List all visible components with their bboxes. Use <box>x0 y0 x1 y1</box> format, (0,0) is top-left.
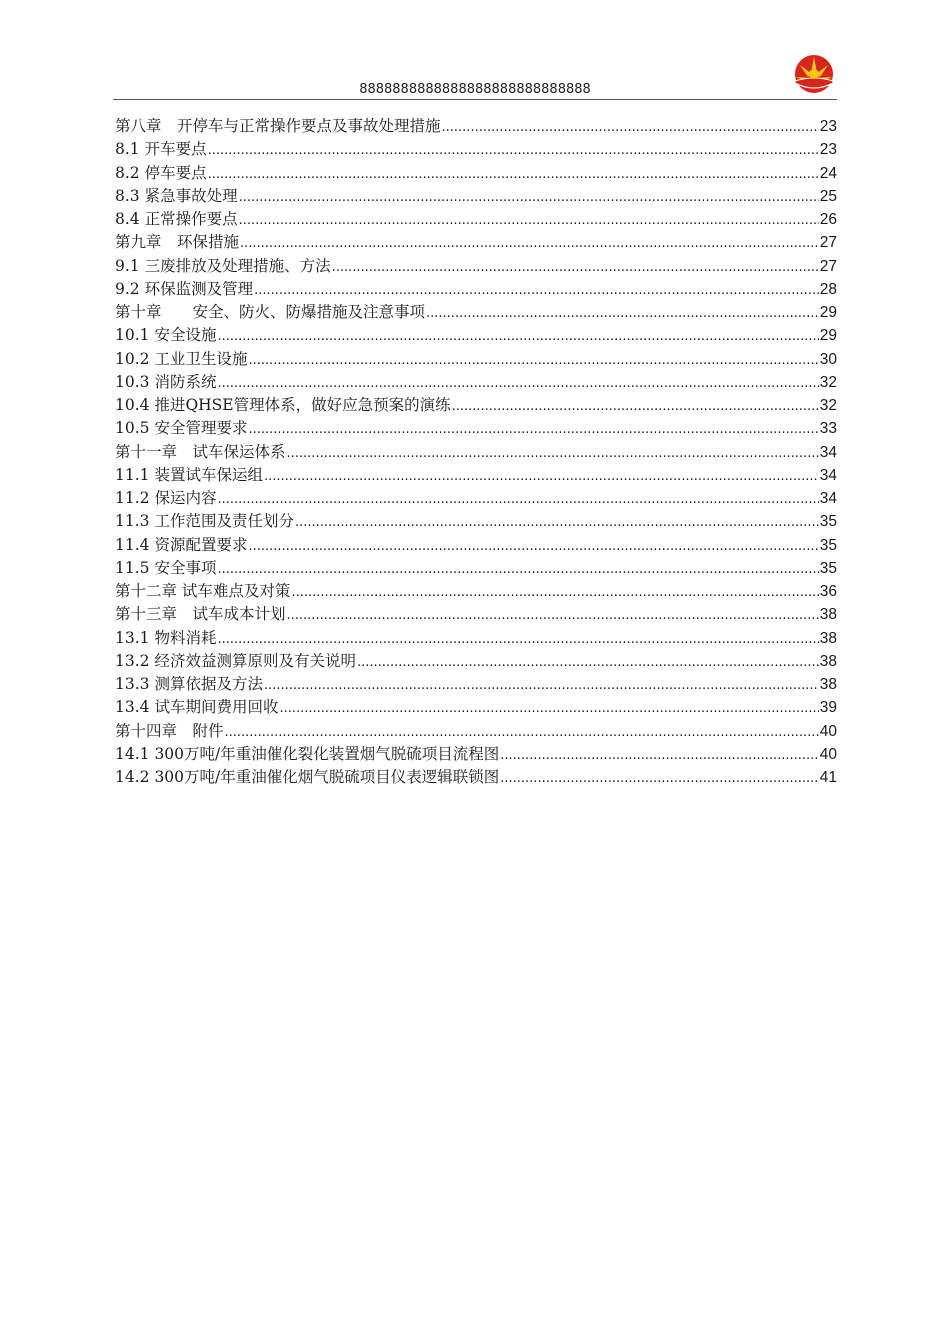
toc-entry-title: 第十章 安全、防火、防爆措施及注意事项 <box>115 303 426 321</box>
toc-entry[interactable] <box>115 115 837 138</box>
toc-entry-title: 11.2 保运内容 <box>115 489 217 507</box>
toc-entry[interactable] <box>115 650 837 673</box>
toc-entry[interactable] <box>115 208 837 231</box>
toc-entry-page: 38 <box>819 676 837 693</box>
toc-entry-page: 27 <box>819 234 837 252</box>
toc-entry-page: 41 <box>819 769 837 786</box>
toc-entry-title: 第十三章 试车成本计划 <box>115 605 286 624</box>
toc-entry-title: 10.1 安全设施 <box>115 326 217 345</box>
toc-entry-page: 34 <box>819 490 837 507</box>
toc-entry[interactable] <box>115 766 837 789</box>
toc-entry-page: 25 <box>819 187 837 205</box>
toc-leader-dots <box>208 139 819 162</box>
toc-entry[interactable] <box>115 510 837 533</box>
toc-entry[interactable] <box>115 441 837 464</box>
toc-leader-dots <box>332 256 819 279</box>
toc-leader-dots <box>217 488 818 511</box>
toc-leader-dots <box>217 325 818 348</box>
toc-entry-title: 11.1 装置试车保运组 <box>115 465 263 484</box>
toc-entry-page: 26 <box>819 211 837 228</box>
toc-entry-title: 14.1 300万吨/年重油催化裂化装置烟气脱硫项目流程图 <box>115 744 500 763</box>
toc-leader-dots <box>264 465 819 488</box>
toc-leader-dots <box>248 418 818 441</box>
toc-entry-title: 10.4 推进QHSE管理体系，做好应急预案的演练 <box>115 396 451 414</box>
toc-entry-page: 39 <box>819 699 837 717</box>
toc-leader-dots <box>452 395 819 418</box>
toc-leader-dots <box>357 651 819 674</box>
toc-entry[interactable] <box>115 487 837 510</box>
toc-entry-page: 34 <box>819 466 837 484</box>
toc-entry[interactable] <box>115 394 837 417</box>
toc-entry[interactable] <box>115 673 837 696</box>
toc-leader-dots <box>248 535 818 558</box>
toc-entry-page: 33 <box>819 420 837 438</box>
toc-leader-dots <box>287 604 819 627</box>
toc-entry[interactable] <box>115 324 837 347</box>
toc-entry[interactable] <box>115 696 837 719</box>
toc-leader-dots <box>254 279 819 302</box>
toc-entry[interactable] <box>115 603 837 626</box>
toc-entry-page: 27 <box>819 257 837 275</box>
toc-entry-title: 14.2 300万吨/年重油催化烟气脱硫项目仪表逻辑联锁图 <box>115 768 500 786</box>
toc-entry-page: 28 <box>819 280 837 298</box>
toc-entry-page: 23 <box>819 118 837 135</box>
toc-entry[interactable] <box>115 185 837 208</box>
toc-leader-dots <box>500 767 819 790</box>
toc-entry-title: 11.3 工作范围及责任划分 <box>115 512 294 531</box>
toc-entry[interactable] <box>115 278 837 301</box>
toc-entry[interactable] <box>115 534 837 557</box>
toc-leader-dots <box>208 163 819 186</box>
toc-entry[interactable] <box>115 580 837 603</box>
toc-entry-title: 13.4 试车期间费用回收 <box>115 698 279 717</box>
page-header: 8888888888888888888888888888 <box>359 82 591 97</box>
toc-entry-page: 23 <box>819 141 837 159</box>
toc-leader-dots <box>240 232 819 255</box>
toc-entry-page: 29 <box>819 327 837 345</box>
toc-leader-dots <box>291 581 818 604</box>
toc-leader-dots <box>426 302 819 325</box>
toc-entry-title: 13.1 物料消耗 <box>115 628 217 647</box>
petrochina-logo-icon <box>792 53 836 95</box>
toc-entry-page: 32 <box>819 397 837 414</box>
table-of-contents <box>115 115 837 789</box>
toc-entry[interactable] <box>115 255 837 278</box>
toc-entry-title: 9.1 三废排放及处理措施、方法 <box>115 256 331 275</box>
toc-entry-page: 38 <box>819 652 837 670</box>
toc-entry-page: 38 <box>819 629 837 647</box>
toc-entry-page: 29 <box>819 304 837 321</box>
toc-entry[interactable] <box>115 371 837 394</box>
toc-entry[interactable] <box>115 720 837 743</box>
toc-entry-title: 第八章 开停车与正常操作要点及事故处理措施 <box>115 117 441 135</box>
toc-entry-title: 第十二章 试车难点及对策 <box>115 582 291 600</box>
toc-entry-title: 11.4 资源配置要求 <box>115 535 248 554</box>
toc-leader-dots <box>217 558 818 581</box>
toc-entry-page: 38 <box>819 606 837 624</box>
toc-entry-page: 40 <box>819 745 837 763</box>
toc-entry-title: 第十四章 附件 <box>115 721 224 740</box>
toc-entry-page: 30 <box>819 350 837 368</box>
header-rule <box>113 99 837 100</box>
toc-entry-title: 8.4 正常操作要点 <box>115 210 238 228</box>
toc-entry-title: 8.2 停车要点 <box>115 163 207 182</box>
toc-entry-title: 10.2 工业卫生设施 <box>115 349 248 368</box>
toc-entry[interactable] <box>115 464 837 487</box>
toc-leader-dots <box>295 511 819 534</box>
toc-leader-dots <box>239 209 819 232</box>
toc-entry-title: 第九章 环保措施 <box>115 233 240 252</box>
toc-entry-title: 8.1 开车要点 <box>115 140 207 159</box>
toc-leader-dots <box>264 674 819 697</box>
toc-leader-dots <box>225 721 819 744</box>
toc-leader-dots <box>217 628 818 651</box>
toc-entry[interactable] <box>115 557 837 580</box>
toc-leader-dots <box>248 349 818 372</box>
toc-entry-title: 9.2 环保监测及管理 <box>115 279 254 298</box>
toc-entry-page: 35 <box>819 559 837 577</box>
toc-entry[interactable] <box>115 162 837 185</box>
toc-entry-title: 8.3 紧急事故处理 <box>115 186 238 205</box>
toc-entry-title: 13.2 经济效益测算原则及有关说明 <box>115 651 356 670</box>
toc-entry-title: 10.3 消防系统 <box>115 372 217 391</box>
toc-entry-page: 24 <box>819 164 837 182</box>
toc-entry-page: 34 <box>819 443 837 461</box>
toc-entry-page: 40 <box>819 722 837 740</box>
toc-entry-title: 13.3 测算依据及方法 <box>115 675 263 693</box>
toc-entry-page: 32 <box>819 373 837 391</box>
toc-entry-page: 35 <box>819 513 837 531</box>
toc-entry-page: 35 <box>819 536 837 554</box>
toc-leader-dots <box>442 116 819 139</box>
toc-entry[interactable] <box>115 417 837 440</box>
toc-leader-dots <box>217 372 818 395</box>
toc-leader-dots <box>279 697 818 720</box>
toc-entry-title: 10.5 安全管理要求 <box>115 419 248 438</box>
toc-leader-dots <box>500 744 819 767</box>
toc-entry-title: 第十一章 试车保运体系 <box>115 442 286 461</box>
toc-entry[interactable] <box>115 138 837 161</box>
toc-entry[interactable] <box>115 743 837 766</box>
toc-entry[interactable] <box>115 627 837 650</box>
toc-entry-title: 11.5 安全事项 <box>115 558 217 577</box>
toc-leader-dots <box>287 442 819 465</box>
toc-entry[interactable] <box>115 348 837 371</box>
toc-leader-dots <box>239 186 819 209</box>
toc-entry[interactable] <box>115 231 837 254</box>
toc-entry-page: 36 <box>819 583 837 600</box>
toc-entry[interactable] <box>115 301 837 324</box>
